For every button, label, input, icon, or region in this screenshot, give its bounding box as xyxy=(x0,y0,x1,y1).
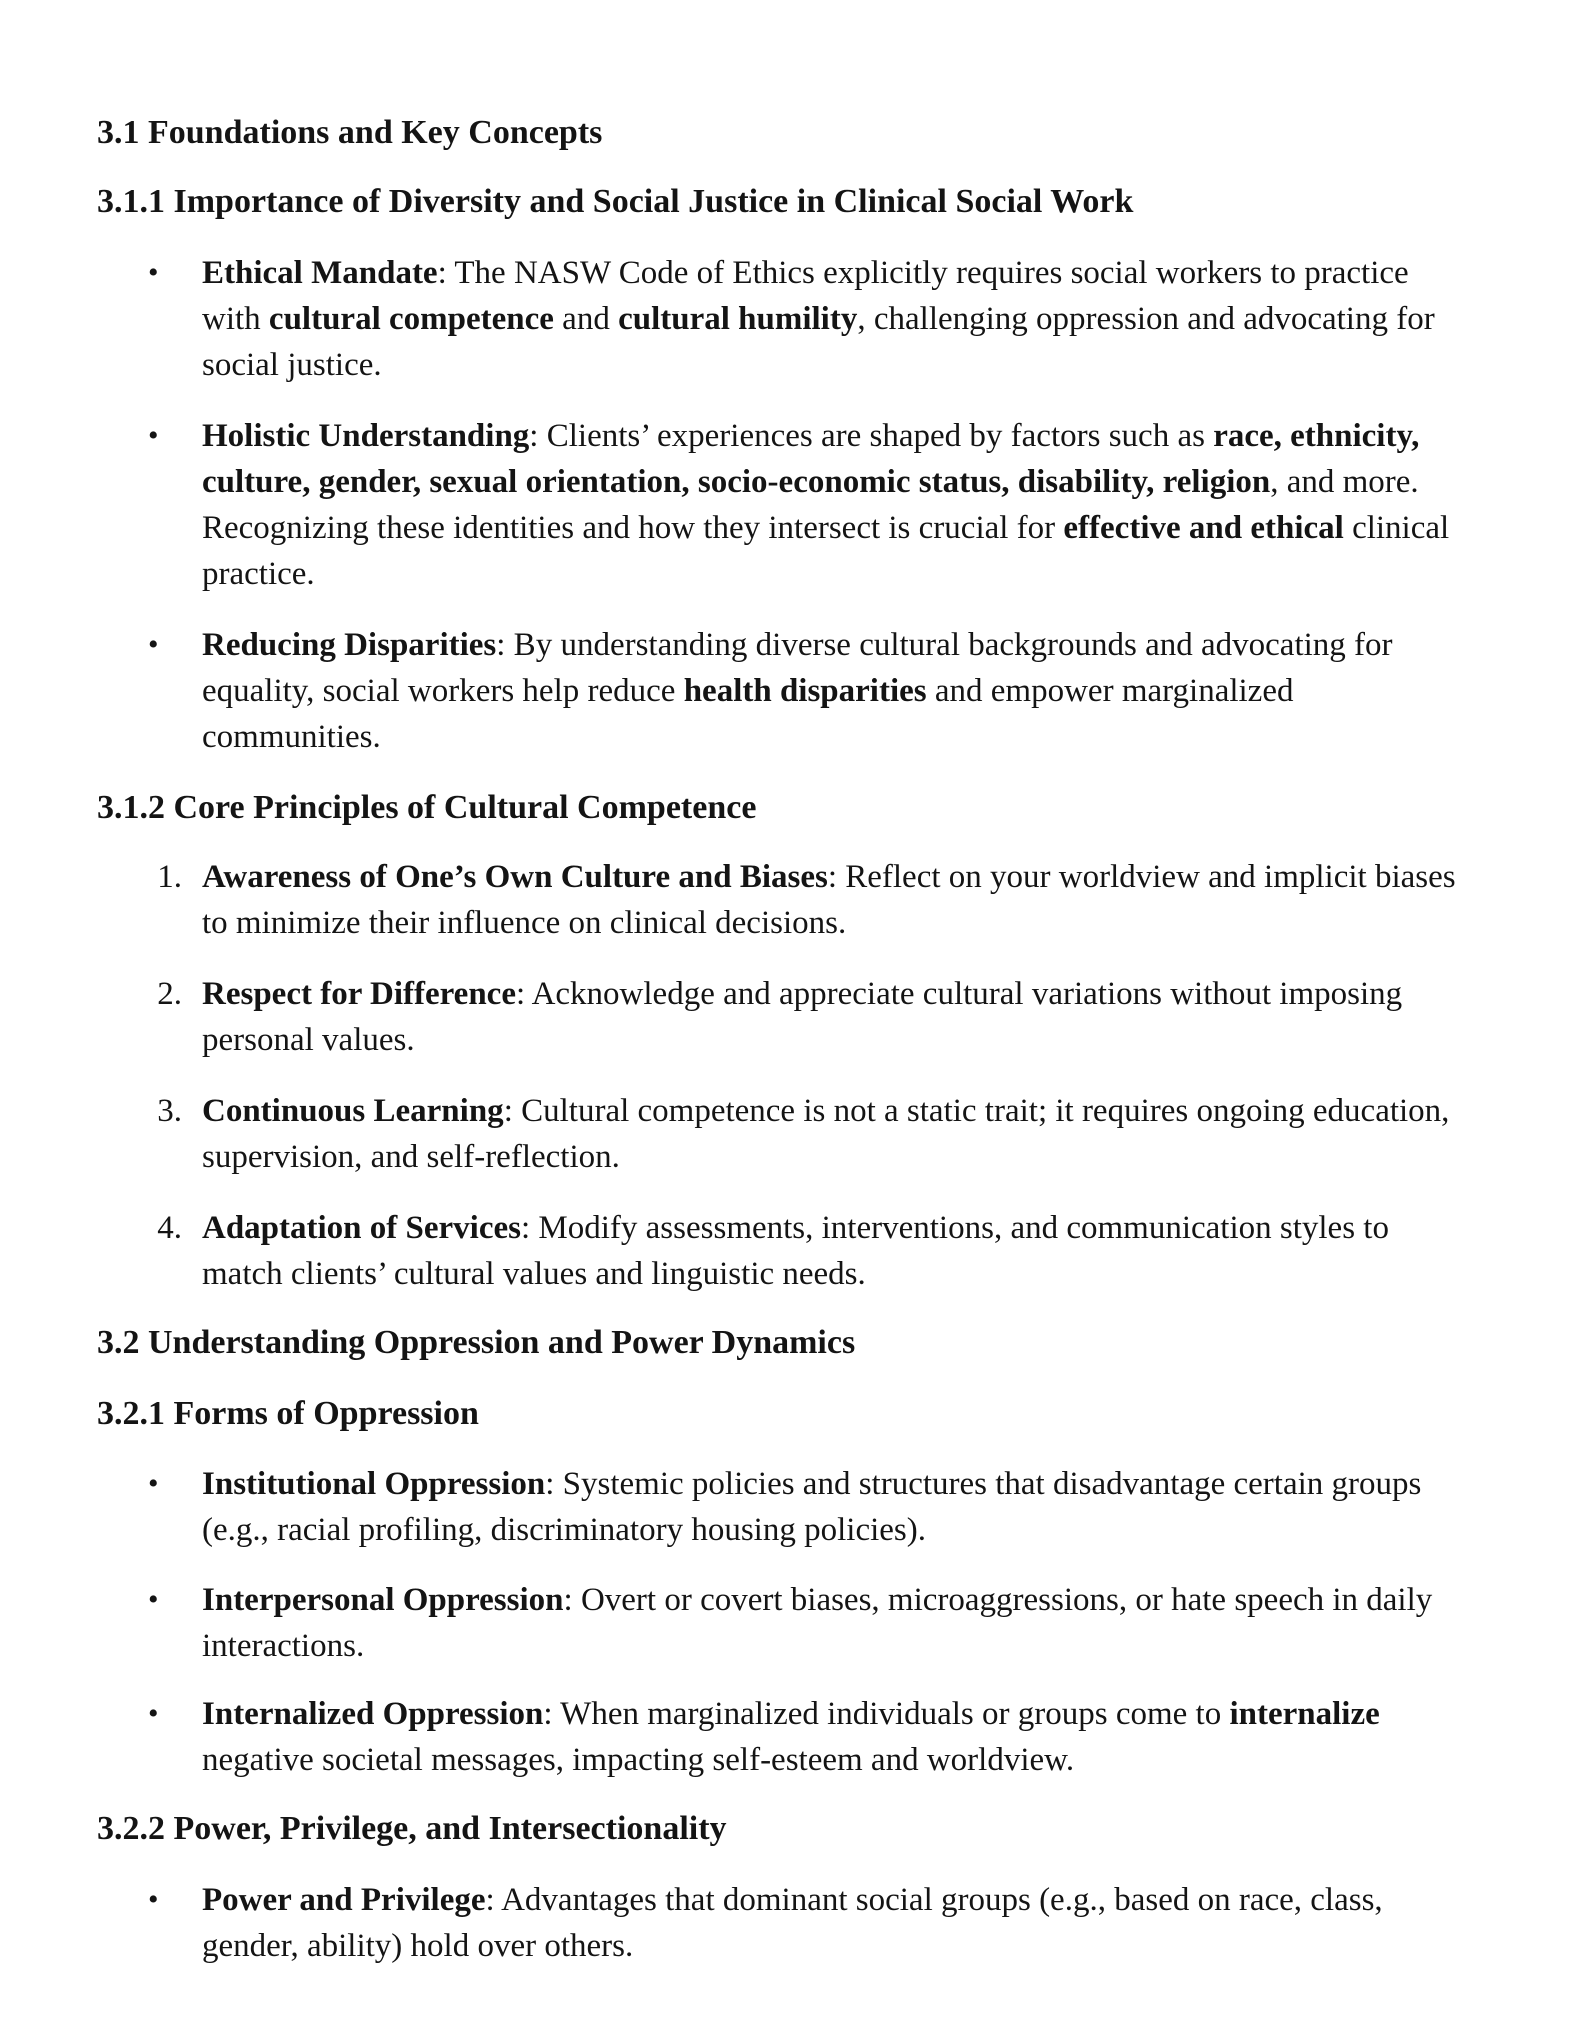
number-marker: 2. xyxy=(157,976,182,1012)
item-term: Power and Privilege xyxy=(202,1882,486,1918)
number-marker: 4. xyxy=(157,1210,182,1246)
item-text: , challenging oppression and advocating for social justice. xyxy=(202,301,1435,383)
item-text: : Advantages that dominant social groups (e.g., based on race, class, gender, ability) hold over others. xyxy=(202,1882,1383,1964)
number-marker: 3. xyxy=(157,1093,182,1129)
item-term: Internalized Oppression xyxy=(202,1696,544,1732)
list-item xyxy=(157,1088,1472,1180)
heading-3-2-1: 3.2.1 Forms of Oppression xyxy=(97,1395,479,1432)
item-text: : Acknowledge and appreciate cultural variations without imposing personal values. xyxy=(202,976,1403,1058)
item-term: Awareness of One’s Own Culture and Biases xyxy=(202,859,828,895)
item-term: Holistic Understanding xyxy=(202,418,530,454)
item-term: Adaptation of Services xyxy=(202,1210,521,1246)
bullet-marker: • xyxy=(148,1583,159,1616)
item-emphasis: cultural competence xyxy=(268,301,554,337)
item-emphasis: race, ethnicity, culture, gender, sexual orientation, socio-economic status, disability, religion xyxy=(202,418,1420,500)
item-term: Continuous Learning xyxy=(202,1093,504,1129)
item-text: clinical practice. xyxy=(202,510,1450,592)
bullet-marker: • xyxy=(148,1697,159,1730)
item-term: Interpersonal Oppression xyxy=(202,1582,564,1618)
item-term: Respect for Difference xyxy=(202,976,516,1012)
list-item xyxy=(157,971,1472,1063)
heading-3-2-2: 3.2.2 Power, Privilege, and Intersectionality xyxy=(97,1810,727,1847)
heading-3-1-2: 3.1.2 Core Principles of Cultural Competence xyxy=(97,789,757,826)
item-term: Reducing Disparities xyxy=(202,627,497,663)
item-text: : Overt or covert biases, microaggressions, or hate speech in daily interactions. xyxy=(202,1582,1433,1664)
item-text: : Systemic policies and structures that disadvantage certain groups (e.g., racial profiling, discriminatory housing policies). xyxy=(202,1466,1422,1548)
item-text: : Modify assessments, interventions, and communication styles to match clients’ cultural values and linguistic needs. xyxy=(202,1210,1389,1292)
item-text: : By understanding diverse cultural backgrounds and advocating for equality, social workers help reduce xyxy=(202,627,1393,709)
bullet-marker: • xyxy=(148,1883,159,1916)
bullet-marker: • xyxy=(148,1467,159,1500)
item-emphasis: internalize xyxy=(1229,1696,1380,1732)
list-item xyxy=(148,1577,1472,1669)
item-term: Ethical Mandate xyxy=(202,255,438,291)
bullet-marker: • xyxy=(148,256,159,289)
heading-3-2: 3.2 Understanding Oppression and Power Dynamics xyxy=(97,1324,856,1361)
item-emphasis: effective and ethical xyxy=(1063,510,1344,546)
list-item xyxy=(148,1877,1472,1969)
heading-3-1: 3.1 Foundations and Key Concepts xyxy=(97,114,603,151)
bullet-marker: • xyxy=(148,628,159,661)
heading-3-1-1: 3.1.1 Importance of Diversity and Social Justice in Clinical Social Work xyxy=(97,183,1134,220)
item-text: negative societal messages, impacting self-esteem and worldview. xyxy=(202,1742,1075,1778)
item-text: : The NASW Code of Ethics explicitly requires social workers to practice with xyxy=(202,255,1409,337)
item-emphasis: health disparities xyxy=(683,673,927,709)
item-text: : When marginalized individuals or groups come to xyxy=(543,1696,1230,1732)
list-item xyxy=(157,1205,1472,1297)
list-item xyxy=(148,622,1472,760)
item-emphasis: cultural humility xyxy=(618,301,858,337)
list-item xyxy=(148,413,1472,597)
item-text: : Reflect on your worldview and implicit biases to minimize their influence on clinical decisions. xyxy=(202,859,1456,941)
item-text: : Clients’ experiences are shaped by factors such as xyxy=(529,418,1214,454)
list-item xyxy=(157,854,1472,946)
number-marker: 1. xyxy=(157,859,182,895)
item-text: and xyxy=(553,301,619,337)
item-text: : Cultural competence is not a static trait; it requires ongoing education, supervision, and self-reflection. xyxy=(202,1093,1450,1175)
list-item xyxy=(148,1691,1472,1783)
item-term: Institutional Oppression xyxy=(202,1466,546,1502)
list-item xyxy=(148,1461,1472,1553)
item-text: and empower marginalized communities. xyxy=(202,673,1294,755)
list-item xyxy=(148,250,1472,388)
item-text: , and more. Recognizing these identities and how they intersect is crucial for xyxy=(202,464,1419,546)
bullet-marker: • xyxy=(148,419,159,452)
